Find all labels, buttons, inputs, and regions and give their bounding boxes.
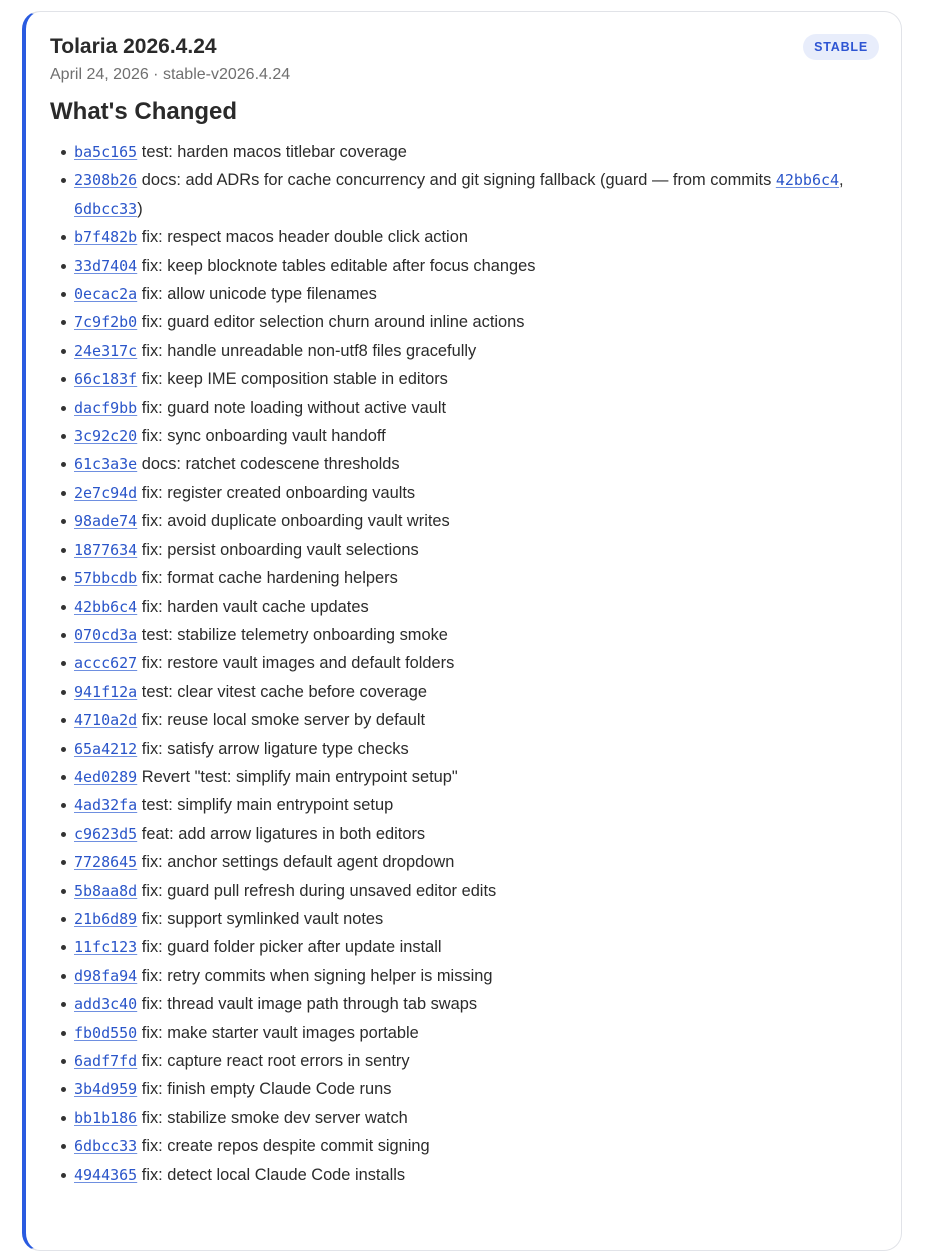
commit-link[interactable]: 2308b26	[74, 171, 138, 190]
change-item	[74, 933, 904, 961]
commit-link[interactable]: add3c40	[74, 995, 138, 1014]
commit-link[interactable]: 61c3a3e	[74, 455, 138, 474]
change-description: fix: harden vault cache updates	[137, 597, 369, 616]
ref-separator: ,	[839, 171, 844, 190]
change-description: fix: keep blocknote tables editable after focus changes	[137, 256, 536, 275]
change-item	[74, 365, 904, 393]
change-item	[74, 280, 904, 308]
change-item	[74, 1161, 904, 1189]
change-item	[74, 649, 904, 677]
change-item	[74, 905, 904, 933]
change-description: test: stabilize telemetry onboarding smoke	[137, 625, 448, 644]
change-description: fix: handle unreadable non-utf8 files gracefully	[137, 341, 477, 360]
commit-link[interactable]: fb0d550	[74, 1023, 138, 1042]
change-description: fix: capture react root errors in sentry	[137, 1052, 410, 1070]
commit-ref-link[interactable]: 6dbcc33	[74, 199, 138, 218]
change-description: docs: ratchet codescene thresholds	[137, 455, 400, 474]
commit-link[interactable]: 24e317c	[74, 341, 138, 360]
change-item	[74, 678, 904, 706]
commit-link[interactable]: 1877634	[74, 540, 138, 559]
change-description: test: clear vitest cache before coverage	[137, 682, 427, 701]
commit-link[interactable]: 7728645	[74, 853, 138, 872]
change-item	[74, 1075, 904, 1103]
change-item	[74, 308, 904, 336]
release-tag: stable-v2026.4.24	[162, 66, 291, 83]
change-description: feat: add arrow ligatures in both editors	[137, 824, 426, 843]
change-item	[74, 394, 904, 422]
change-item	[74, 820, 904, 848]
change-description: fix: retry commits when signing helper is missing	[137, 966, 493, 985]
change-item	[74, 593, 904, 621]
change-description: fix: create repos despite commit signing	[137, 1137, 430, 1156]
commit-link[interactable]: 0ecac2a	[74, 285, 138, 304]
change-item	[74, 138, 904, 166]
change-description: test: simplify main entrypoint setup	[137, 796, 394, 815]
commit-link[interactable]: 941f12a	[74, 682, 138, 701]
change-description: fix: sync onboarding vault handoff	[137, 427, 386, 446]
release-meta	[50, 65, 879, 85]
commit-link[interactable]: 4ad32fa	[74, 796, 138, 815]
change-description: fix: keep IME composition stable in editors	[137, 370, 448, 389]
change-item	[74, 848, 904, 876]
commit-link[interactable]: 070cd3a	[74, 625, 138, 644]
change-description: fix: finish empty Claude Code runs	[137, 1080, 392, 1099]
change-item	[74, 422, 904, 450]
change-description: fix: make starter vault images portable	[137, 1023, 419, 1042]
change-item	[74, 990, 904, 1018]
commit-link[interactable]: 3c92c20	[74, 427, 138, 446]
change-item	[74, 223, 904, 251]
commit-link[interactable]: 33d7404	[74, 256, 138, 275]
commit-link[interactable]: 7c9f2b0	[74, 313, 138, 332]
release-date: April 24, 2026	[50, 66, 149, 83]
release-header	[50, 34, 879, 85]
change-description-tail: )	[137, 199, 143, 218]
change-description: fix: anchor settings default agent dropdown	[137, 853, 455, 872]
commit-link[interactable]: 66c183f	[74, 370, 138, 389]
change-description: Revert "test: simplify main entrypoint setup"	[137, 767, 458, 786]
change-item	[74, 763, 904, 791]
change-item	[74, 706, 904, 734]
change-description: fix: guard pull refresh during unsaved editor edits	[137, 881, 497, 900]
change-item	[74, 479, 904, 507]
change-description: fix: register created onboarding vaults	[137, 483, 416, 502]
changes-heading: What's Changed	[50, 98, 238, 125]
release-card	[22, 11, 902, 1251]
change-item	[74, 1104, 904, 1132]
change-description: fix: support symlinked vault notes	[137, 909, 384, 928]
change-item	[74, 337, 904, 365]
change-item	[74, 1132, 904, 1160]
change-description: fix: satisfy arrow ligature type checks	[137, 739, 409, 758]
change-description: fix: detect local Claude Code installs	[137, 1165, 406, 1184]
stable-badge: STABLE	[803, 34, 879, 60]
commit-link[interactable]: 6dbcc33	[74, 1137, 138, 1156]
change-item	[74, 1047, 904, 1075]
change-description: fix: format cache hardening helpers	[137, 569, 398, 588]
change-description: fix: persist onboarding vault selections	[137, 540, 419, 559]
change-item	[74, 507, 904, 535]
commit-link[interactable]: d98fa94	[74, 966, 138, 985]
change-description: fix: guard editor selection churn around inline actions	[137, 313, 525, 332]
commit-link[interactable]: 21b6d89	[74, 909, 138, 928]
change-item	[74, 621, 904, 649]
change-description: docs: add ADRs for cache concurrency and git signing fallback (guard — from commits	[137, 171, 776, 190]
commit-link[interactable]: b7f482b	[74, 228, 138, 247]
commit-link[interactable]: 4944365	[74, 1165, 138, 1184]
commit-link[interactable]: ba5c165	[74, 143, 138, 161]
commit-link[interactable]: 4ed0289	[74, 767, 138, 786]
change-description: fix: restore vault images and default folders	[137, 654, 455, 673]
change-description: fix: respect macos header double click action	[137, 228, 468, 247]
commit-link[interactable]: 11fc123	[74, 938, 138, 957]
change-description: fix: guard note loading without active vault	[137, 398, 447, 417]
change-item	[74, 252, 904, 280]
change-item	[74, 166, 904, 223]
commit-link[interactable]: dacf9bb	[74, 398, 138, 417]
commit-link[interactable]: c9623d5	[74, 824, 138, 843]
change-description: fix: thread vault image path through tab swaps	[137, 995, 478, 1014]
commit-link[interactable]: 2e7c94d	[74, 483, 138, 502]
change-description: fix: reuse local smoke server by default	[137, 711, 426, 730]
change-item	[74, 564, 904, 592]
release-title: Tolaria 2026.4.24	[50, 35, 217, 58]
change-description: fix: guard folder picker after update install	[137, 938, 442, 957]
commit-link[interactable]: 3b4d959	[74, 1080, 138, 1099]
change-description: test: harden macos titlebar coverage	[137, 143, 407, 161]
commit-link[interactable]: 5b8aa8d	[74, 881, 138, 900]
commit-link[interactable]: 42bb6c4	[74, 597, 138, 616]
change-item	[74, 962, 904, 990]
commit-link[interactable]: 98ade74	[74, 512, 138, 531]
change-description: fix: stabilize smoke dev server watch	[137, 1108, 408, 1127]
change-item	[74, 536, 904, 564]
change-description: fix: allow unicode type filenames	[137, 285, 377, 304]
change-description: fix: avoid duplicate onboarding vault writes	[137, 512, 450, 531]
changes-list	[50, 138, 904, 1189]
commit-link[interactable]: 4710a2d	[74, 711, 138, 730]
commit-link[interactable]: bb1b186	[74, 1108, 138, 1127]
commit-link[interactable]: 6adf7fd	[74, 1052, 138, 1070]
change-item	[74, 1019, 904, 1047]
change-item	[74, 791, 904, 819]
change-item	[74, 450, 904, 478]
commit-link[interactable]: 65a4212	[74, 739, 138, 758]
meta-separator: ·	[148, 66, 163, 83]
commit-link[interactable]: accc627	[74, 654, 138, 673]
change-item	[74, 735, 904, 763]
commit-link[interactable]: 57bbcdb	[74, 569, 138, 588]
commit-ref-link[interactable]: 42bb6c4	[775, 171, 840, 190]
change-item	[74, 877, 904, 905]
